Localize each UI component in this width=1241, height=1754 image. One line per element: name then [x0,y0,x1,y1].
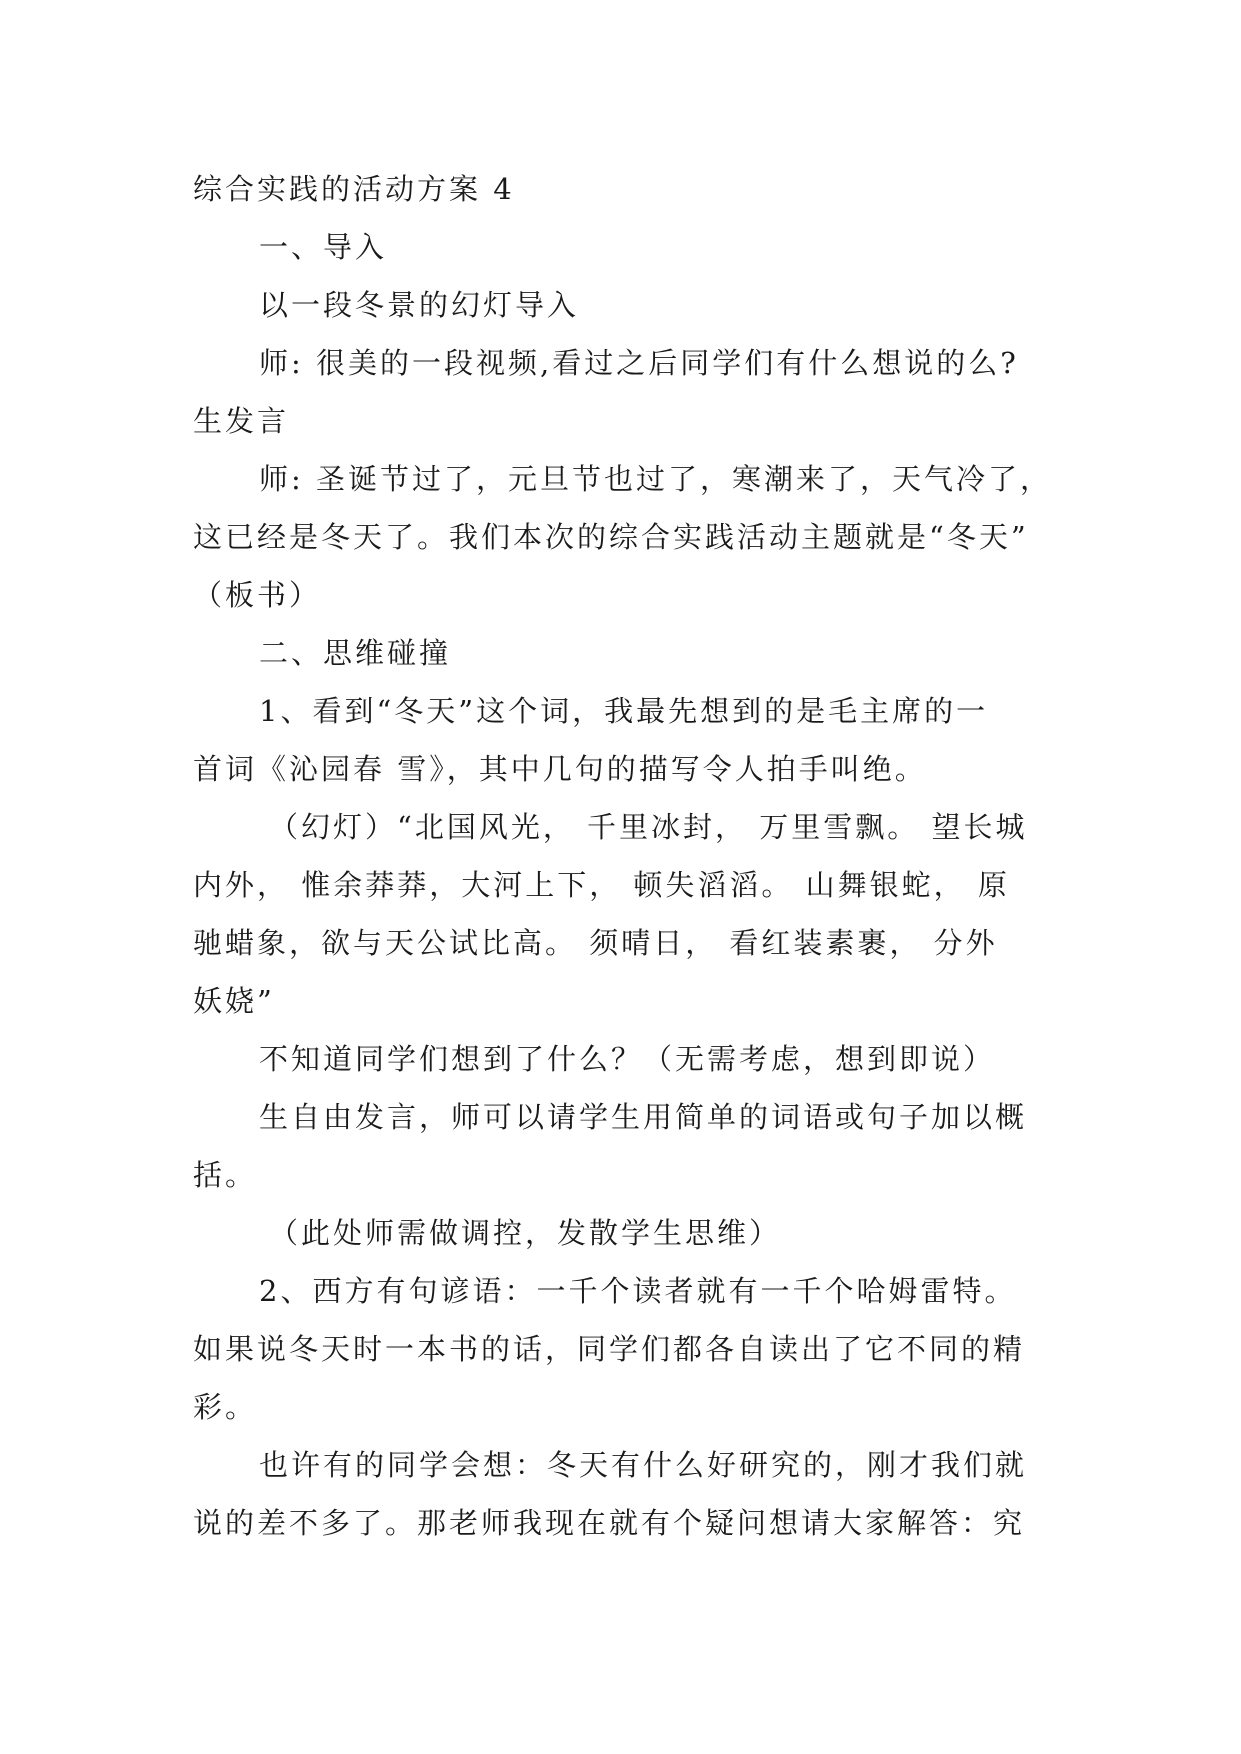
paragraph-line: 不知道同学们想到了什么？（无需考虑，想到即说） [259,1042,996,1076]
document-body [193,160,1053,1552]
paragraph-line: 首词《沁园春 雪》，其中几句的描写令人拍手叫绝。 [193,752,927,786]
paragraph-line: 生自由发言，师可以请学生用简单的词语或句子加以概 [259,1100,1028,1134]
paragraph-line: 1、看到“冬天”这个词，我最先想到的是毛主席的一 [259,694,989,728]
poem-line: 妖娆” [193,984,275,1018]
document-title: 综合实践的活动方案 4 [193,172,515,206]
paragraph-line: 2、西方有句谚语：一千个读者就有一千个哈姆雷特。 [259,1274,1017,1308]
paragraph-line: 也许有的同学会想：冬天有什么好研究的，刚才我们就 [259,1448,1028,1482]
paragraph-line: （此处师需做调控，发散学生思维） [269,1216,782,1250]
paragraph-line: 师: 圣诞节过了，元旦节也过了，寒潮来了，天气冷了， [259,462,1052,496]
poem-line: 驰蜡象，欲与天公试比高。 须晴日， 看红装素裹， 分外 [193,926,998,960]
poem-line: 内外， 惟余莽莽，大河上下， 顿失滔滔。 山舞银蛇， 原 [193,868,1010,902]
poem-line: （幻灯）“北国风光， 千里冰封， 万里雪飘。 望长城 [269,810,1028,844]
heading-brainstorm: 二、思维碰撞 [259,636,452,670]
paragraph-line: 这已经是冬天了。我们本次的综合实践活动主题就是“冬天” [193,520,1029,554]
paragraph-line: 如果说冬天时一本书的话，同学们都各自读出了它不同的精 [193,1332,1026,1366]
paragraph-line: 括。 [193,1158,258,1192]
paragraph-line: （板书） [193,578,322,612]
heading-intro: 一、导入 [259,230,388,264]
paragraph-line: 生发言 [193,404,290,438]
paragraph-line: 说的差不多了。那老师我现在就有个疑问想请大家解答：究 [193,1506,1026,1540]
paragraph-line: 以一段冬景的幻灯导入 [259,288,580,322]
paragraph-line: 彩。 [193,1390,258,1424]
paragraph-line: 师: 很美的一段视频,看过之后同学们有什么想说的么? [259,346,1019,380]
